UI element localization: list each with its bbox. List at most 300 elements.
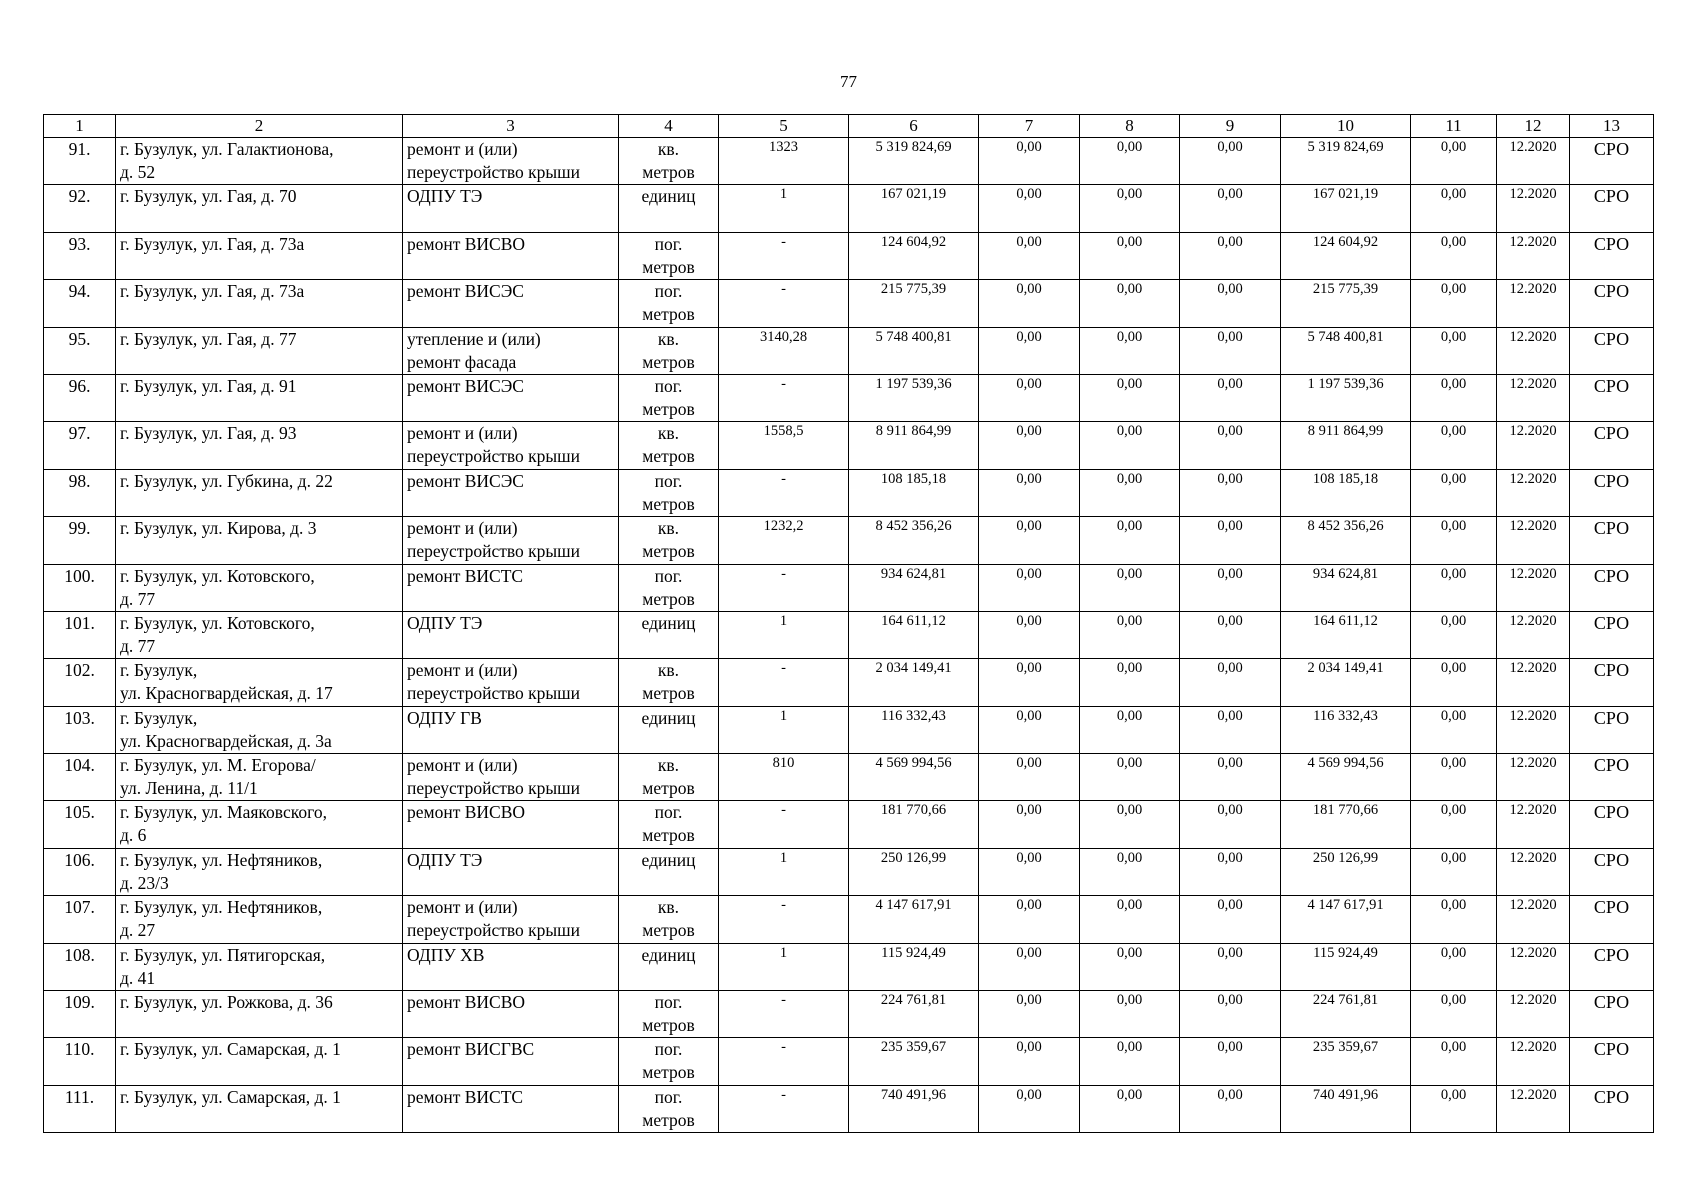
col-9-cell [1180, 327, 1281, 374]
col-header-10: 10 [1281, 115, 1411, 138]
col-10-cell [1281, 469, 1411, 516]
unit-cell [619, 185, 719, 232]
cell-num: 102. [64, 660, 95, 681]
col-11-cell [1411, 896, 1497, 943]
col-8-cell [1080, 991, 1180, 1038]
cell-qty: - [781, 565, 786, 582]
organization-cell [1570, 754, 1654, 801]
address-cell [116, 943, 403, 990]
unit-line: метров [642, 304, 695, 325]
col-11-cell [1411, 801, 1497, 848]
cell-qty: 1 [779, 186, 788, 203]
cell-total: 2 034 149,41 [875, 660, 952, 677]
cell-num: 91. [68, 139, 91, 159]
total-cost-cell [849, 1085, 979, 1132]
work-type-cell [403, 1085, 619, 1132]
unit-line: метров [642, 778, 695, 799]
col-10-cell [1281, 848, 1411, 895]
row-number [44, 706, 116, 753]
cell-org: СРО [1593, 139, 1630, 159]
unit-cell [619, 754, 719, 801]
col-7-cell [979, 374, 1080, 421]
work-line: ОДПУ ТЭ [407, 186, 483, 207]
cell-num: 104. [64, 755, 95, 776]
table-row [44, 943, 1654, 990]
unit-line: единиц [641, 707, 696, 728]
col-9-cell [1180, 232, 1281, 279]
col-header-13: 13 [1570, 115, 1654, 138]
unit-cell [619, 896, 719, 943]
col-11-cell [1411, 1038, 1497, 1085]
unit-line: пог. [654, 802, 683, 823]
organization-cell [1570, 564, 1654, 611]
organization-cell [1570, 801, 1654, 848]
table-row [44, 422, 1654, 469]
cell-c10: 164 611,12 [1313, 612, 1378, 629]
cell-qty: - [781, 1086, 786, 1103]
cell-qty: 1323 [769, 139, 798, 155]
organization-cell [1570, 611, 1654, 658]
completion-date-cell [1497, 422, 1570, 469]
col-8-cell [1080, 327, 1180, 374]
cell-c9: 0,00 [1217, 565, 1243, 582]
completion-date-cell [1497, 280, 1570, 327]
row-number [44, 422, 116, 469]
col-8-cell [1080, 517, 1180, 564]
cell-c9: 0,00 [1217, 802, 1243, 819]
cell-qty: - [781, 992, 786, 1009]
address-cell [116, 280, 403, 327]
row-number [44, 374, 116, 421]
quantity-cell [719, 659, 849, 706]
cell-c8: 0,00 [1116, 375, 1143, 392]
unit-line: метров [642, 1062, 695, 1083]
cell-total: 934 624,81 [880, 565, 947, 582]
addr-line: г. Бузулук, ул. Маяковского, [120, 802, 327, 823]
col-header-2: 2 [116, 115, 403, 138]
col-8-cell [1080, 754, 1180, 801]
cell-c10: 5 319 824,69 [1307, 139, 1384, 155]
unit-line: пог. [654, 1086, 683, 1107]
organization-cell [1570, 706, 1654, 753]
organization-cell [1570, 280, 1654, 327]
work-type-cell [403, 896, 619, 943]
cell-c11: 0,00 [1440, 1086, 1467, 1103]
cell-c10: 215 775,39 [1312, 281, 1379, 298]
total-cost-cell [849, 848, 979, 895]
total-cost-cell [849, 517, 979, 564]
cell-qty: - [781, 897, 786, 914]
unit-line: метров [642, 825, 695, 846]
work-type-cell [403, 469, 619, 516]
col-7-cell [979, 564, 1080, 611]
cell-c10: 1 197 539,36 [1307, 375, 1384, 392]
col-10-cell [1281, 374, 1411, 421]
cell-c10: 181 770,66 [1312, 802, 1379, 819]
cell-c9: 0,00 [1217, 470, 1243, 487]
col-7-cell [979, 801, 1080, 848]
cell-num: 100. [64, 565, 95, 586]
total-cost-cell [849, 943, 979, 990]
cell-num: 93. [68, 233, 91, 254]
work-line: ремонт и (или) [407, 660, 518, 681]
cell-c8: 0,00 [1116, 423, 1143, 440]
unit-cell [619, 280, 719, 327]
row-number [44, 754, 116, 801]
col-header-9: 9 [1180, 115, 1281, 138]
col-7-cell [979, 469, 1080, 516]
unit-line: кв. [657, 660, 680, 681]
addr-line: г. Бузулук, ул. Гая, д. 93 [120, 423, 297, 444]
address-cell [116, 564, 403, 611]
col-11-cell [1411, 280, 1497, 327]
cell-total: 108 185,18 [880, 470, 947, 487]
cell-num: 105. [64, 802, 95, 823]
cell-num: 97. [68, 423, 91, 444]
cell-date: 12.2020 [1509, 944, 1557, 961]
table-row [44, 564, 1654, 611]
cell-num: 96. [68, 375, 91, 396]
col-9-cell [1180, 943, 1281, 990]
cell-org: СРО [1593, 565, 1630, 586]
work-line: ремонт и (или) [407, 139, 518, 159]
cell-org: СРО [1593, 186, 1630, 207]
cell-c7: 0,00 [1016, 518, 1042, 535]
unit-line: пог. [654, 281, 683, 302]
addr-line: д. 77 [120, 588, 156, 609]
cell-c8: 0,00 [1116, 281, 1143, 298]
cell-total: 115 924,49 [881, 944, 946, 961]
total-cost-cell [849, 138, 979, 185]
total-cost-cell [849, 611, 979, 658]
unit-line: метров [642, 1109, 695, 1130]
row-number [44, 611, 116, 658]
cell-qty: 1 [779, 707, 788, 724]
cell-date: 12.2020 [1509, 518, 1557, 535]
unit-line: метров [642, 398, 695, 419]
row-number [44, 517, 116, 564]
quantity-cell [719, 706, 849, 753]
completion-date-cell [1497, 517, 1570, 564]
col-10-cell [1281, 1085, 1411, 1132]
work-line: переустройство крыши [407, 446, 580, 467]
quantity-cell [719, 801, 849, 848]
cell-num: 101. [64, 612, 95, 633]
cell-c9: 0,00 [1217, 897, 1243, 914]
quantity-cell [719, 232, 849, 279]
addr-line: ул. Красногвардейская, д. 17 [120, 683, 333, 704]
cell-total: 4 569 994,56 [875, 755, 952, 772]
col-11-cell [1411, 943, 1497, 990]
table-row [44, 374, 1654, 421]
table-row [44, 991, 1654, 1038]
organization-cell [1570, 1085, 1654, 1132]
col-11-cell [1411, 374, 1497, 421]
col-header-12: 12 [1497, 115, 1570, 138]
row-number [44, 185, 116, 232]
address-cell [116, 327, 403, 374]
table-row [44, 801, 1654, 848]
organization-cell [1570, 374, 1654, 421]
cell-c9: 0,00 [1217, 233, 1243, 250]
cell-date: 12.2020 [1509, 139, 1557, 155]
col-10-cell [1281, 517, 1411, 564]
cell-c8: 0,00 [1116, 328, 1143, 345]
cell-c11: 0,00 [1440, 755, 1467, 772]
col-header-3: 3 [403, 115, 619, 138]
cell-c11: 0,00 [1440, 139, 1467, 155]
cell-date: 12.2020 [1509, 328, 1557, 345]
col-8-cell [1080, 280, 1180, 327]
cell-num: 110. [64, 1039, 95, 1060]
addr-line: г. Бузулук, ул. Гая, д. 91 [120, 375, 297, 396]
cell-c9: 0,00 [1217, 992, 1243, 1009]
addr-line: г. Бузулук, ул. Котовского, [120, 612, 315, 633]
cell-org: СРО [1593, 707, 1630, 728]
cell-date: 12.2020 [1509, 470, 1557, 487]
total-cost-cell [849, 659, 979, 706]
quantity-cell [719, 469, 849, 516]
work-type-cell [403, 754, 619, 801]
addr-line: ул. Красногвардейская, д. 3а [120, 730, 332, 751]
cell-total: 5 319 824,69 [875, 139, 952, 155]
unit-line: метров [642, 920, 695, 941]
addr-line: г. Бузулук, ул. Рожкова, д. 36 [120, 992, 333, 1013]
total-cost-cell [849, 232, 979, 279]
col-11-cell [1411, 1085, 1497, 1132]
unit-cell [619, 469, 719, 516]
table-row [44, 1085, 1654, 1132]
cell-c8: 0,00 [1116, 233, 1143, 250]
cell-qty: - [781, 1039, 786, 1056]
cell-c7: 0,00 [1016, 660, 1042, 677]
cell-c7: 0,00 [1016, 281, 1042, 298]
work-line: ремонт ВИСГВС [407, 1039, 535, 1060]
cell-org: СРО [1593, 423, 1630, 444]
unit-cell [619, 422, 719, 469]
row-number [44, 1038, 116, 1085]
completion-date-cell [1497, 611, 1570, 658]
table-row [44, 659, 1654, 706]
col-10-cell [1281, 138, 1411, 185]
work-line: ремонт ВИСЭС [407, 375, 524, 396]
cell-c11: 0,00 [1440, 849, 1467, 866]
work-line: ремонт и (или) [407, 897, 518, 918]
total-cost-cell [849, 754, 979, 801]
cell-c9: 0,00 [1217, 139, 1243, 155]
table-row [44, 754, 1654, 801]
cell-total: 8 452 356,26 [875, 518, 952, 535]
organization-cell [1570, 232, 1654, 279]
cell-c7: 0,00 [1016, 755, 1042, 772]
cell-date: 12.2020 [1509, 707, 1557, 724]
cell-qty: 3140,28 [759, 328, 808, 345]
col-7-cell [979, 517, 1080, 564]
table-row [44, 185, 1654, 232]
work-line: ОДПУ ТЭ [407, 849, 483, 870]
cell-qty: - [781, 660, 786, 677]
address-cell [116, 896, 403, 943]
col-9-cell [1180, 801, 1281, 848]
col-11-cell [1411, 611, 1497, 658]
col-11-cell [1411, 564, 1497, 611]
cell-date: 12.2020 [1509, 1086, 1557, 1103]
quantity-cell [719, 327, 849, 374]
quantity-cell [719, 374, 849, 421]
work-line: ремонт ВИСТС [407, 565, 524, 586]
cell-c8: 0,00 [1116, 707, 1143, 724]
address-cell [116, 517, 403, 564]
address-cell [116, 374, 403, 421]
cell-c11: 0,00 [1440, 944, 1467, 961]
total-cost-cell [849, 1038, 979, 1085]
quantity-cell [719, 896, 849, 943]
cell-qty: 1558,5 [763, 423, 804, 440]
cell-c7: 0,00 [1016, 565, 1042, 582]
cell-c8: 0,00 [1116, 1039, 1143, 1056]
address-cell [116, 469, 403, 516]
row-number [44, 1085, 116, 1132]
cell-c9: 0,00 [1217, 186, 1243, 203]
col-10-cell [1281, 754, 1411, 801]
work-line: ОДПУ ХВ [407, 944, 485, 965]
cell-c11: 0,00 [1440, 470, 1467, 487]
organization-cell [1570, 659, 1654, 706]
cell-num: 111. [64, 1086, 95, 1107]
addr-line: д. 27 [120, 920, 156, 941]
cell-c9: 0,00 [1217, 518, 1243, 535]
quantity-cell [719, 943, 849, 990]
work-type-cell [403, 991, 619, 1038]
quantity-cell [719, 564, 849, 611]
page-number: 77 [840, 72, 857, 91]
cell-c7: 0,00 [1016, 1086, 1042, 1103]
cell-c8: 0,00 [1116, 565, 1143, 582]
cell-c10: 124 604,92 [1312, 233, 1379, 250]
completion-date-cell [1497, 848, 1570, 895]
cell-c9: 0,00 [1217, 612, 1243, 629]
quantity-cell [719, 280, 849, 327]
row-number [44, 943, 116, 990]
work-line: ремонт ВИСЭС [407, 281, 524, 302]
table-row [44, 1038, 1654, 1085]
quantity-cell [719, 185, 849, 232]
col-7-cell [979, 943, 1080, 990]
cell-qty: 1 [779, 849, 788, 866]
unit-cell [619, 848, 719, 895]
cell-org: СРО [1593, 1039, 1630, 1060]
cell-c7: 0,00 [1016, 328, 1042, 345]
col-10-cell [1281, 659, 1411, 706]
quantity-cell [719, 991, 849, 1038]
unit-line: пог. [654, 470, 683, 491]
cell-org: СРО [1593, 1086, 1630, 1107]
cell-org: СРО [1593, 518, 1630, 539]
unit-cell [619, 327, 719, 374]
quantity-cell [719, 422, 849, 469]
cell-c9: 0,00 [1217, 328, 1243, 345]
col-8-cell [1080, 469, 1180, 516]
cell-c8: 0,00 [1116, 944, 1143, 961]
col-7-cell [979, 896, 1080, 943]
cell-date: 12.2020 [1509, 992, 1557, 1009]
cell-c8: 0,00 [1116, 755, 1143, 772]
quantity-cell [719, 138, 849, 185]
addr-line: д. 77 [120, 635, 156, 656]
organization-cell [1570, 327, 1654, 374]
col-7-cell [979, 611, 1080, 658]
cell-num: 94. [68, 281, 91, 302]
total-cost-cell [849, 280, 979, 327]
row-number [44, 564, 116, 611]
cell-c8: 0,00 [1116, 802, 1143, 819]
cell-total: 5 748 400,81 [875, 328, 952, 345]
organization-cell [1570, 848, 1654, 895]
col-header-1: 1 [44, 115, 116, 138]
col-header-6: 6 [849, 115, 979, 138]
col-9-cell [1180, 1038, 1281, 1085]
cell-total: 181 770,66 [880, 802, 947, 819]
cell-total: 740 491,96 [880, 1086, 947, 1103]
row-number [44, 232, 116, 279]
col-10-cell [1281, 232, 1411, 279]
cell-num: 103. [64, 707, 95, 728]
cell-date: 12.2020 [1509, 281, 1557, 298]
work-line: переустройство крыши [407, 541, 580, 562]
work-type-cell [403, 232, 619, 279]
cell-c7: 0,00 [1016, 849, 1042, 866]
unit-line: пог. [654, 992, 683, 1013]
cell-org: СРО [1593, 755, 1630, 776]
address-cell [116, 1085, 403, 1132]
unit-line: единиц [641, 186, 696, 207]
work-line: переустройство крыши [407, 920, 580, 941]
cell-c11: 0,00 [1440, 707, 1467, 724]
unit-cell [619, 801, 719, 848]
work-line: ремонт фасада [407, 351, 517, 372]
cell-qty: - [781, 375, 786, 392]
cell-c9: 0,00 [1217, 944, 1243, 961]
unit-line: единиц [641, 849, 696, 870]
cell-num: 99. [68, 518, 91, 539]
unit-cell [619, 706, 719, 753]
col-7-cell [979, 280, 1080, 327]
completion-date-cell [1497, 1085, 1570, 1132]
work-line: ремонт ВИСВО [407, 992, 526, 1013]
cell-c7: 0,00 [1016, 375, 1042, 392]
unit-cell [619, 659, 719, 706]
col-9-cell [1180, 896, 1281, 943]
unit-line: кв. [657, 755, 680, 776]
quantity-cell [719, 611, 849, 658]
col-11-cell [1411, 706, 1497, 753]
col-10-cell [1281, 422, 1411, 469]
total-cost-cell [849, 896, 979, 943]
cell-c7: 0,00 [1016, 233, 1042, 250]
col-10-cell [1281, 1038, 1411, 1085]
cell-c7: 0,00 [1016, 139, 1042, 155]
cell-c11: 0,00 [1440, 518, 1467, 535]
col-10-cell [1281, 564, 1411, 611]
unit-cell [619, 943, 719, 990]
col-10-cell [1281, 801, 1411, 848]
completion-date-cell [1497, 564, 1570, 611]
work-type-cell [403, 138, 619, 185]
cell-org: СРО [1593, 992, 1630, 1013]
addr-line: д. 6 [120, 825, 147, 846]
col-8-cell [1080, 801, 1180, 848]
cell-qty: 1232,2 [763, 518, 804, 535]
